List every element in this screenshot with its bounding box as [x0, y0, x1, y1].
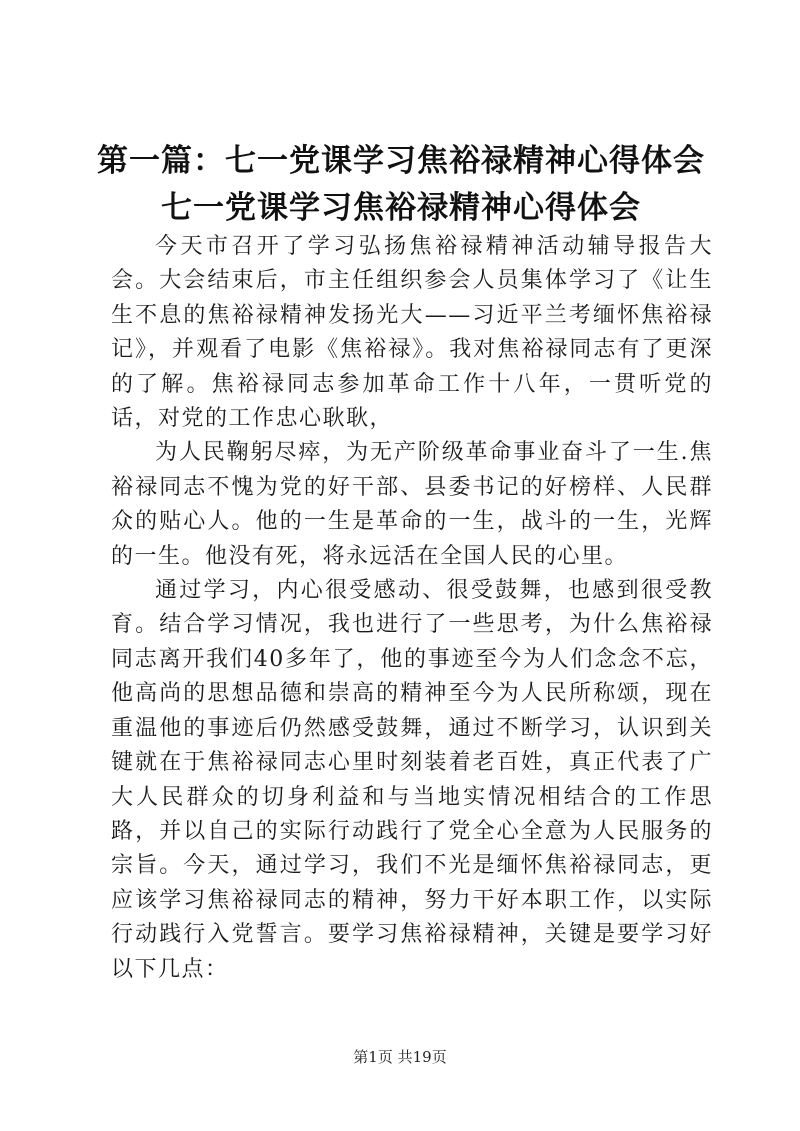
document-title: 第一篇：七一党课学习焦裕禄精神心得体会七一党课学习焦裕禄精神心得体会	[97, 143, 705, 226]
paragraph-3: 通过学习，内心很受感动、很受鼓舞，也感到很受教育。结合学习情况，我也进行了一些思考，为什么焦裕禄同志离开我们40多年了，他的事迹至今为人们念念不忘，他高尚的思想品德和崇高的精神至今为人民所称颂，现在重温他的事迹后仍然感受鼓舞，通过不断学习，认识到关键就在于焦裕禄同志心里时刻装着老百姓，真正代表了广大人民群众的切身利益和与当地实情况相结合的工作思路，并以自己的实际行动践行了党全心全意为人民服务的宗旨。今天，通过学习，我们不光是缅怀焦裕禄同志，更应该学习焦裕禄同志的精神，努力干好本职工作，以实际行动践行入党誓言。要学习焦裕禄精神，关键是要学习好以下几点：	[111, 578, 713, 982]
paragraph-1: 今天市召开了学习弘扬焦裕禄精神活动辅导报告大会。大会结束后，市主任组织参会人员集体学习了《让生生不息的焦裕禄精神发扬光大——习近平兰考缅怀焦裕禄记》，并观看了电影《焦裕禄》。我对焦裕禄同志有了更深的了解。焦裕禄同志参加革命工作十八年，一贯听党的话，对党的工作忠心耿耿，	[111, 234, 713, 432]
paragraph-2: 为人民鞠躬尽瘁，为无产阶级革命事业奋斗了一生.焦裕禄同志不愧为党的好干部、县委书记的好榜样、人民群众的贴心人。他的一生是革命的一生，战斗的一生，光辉的一生。他没有死，将永远活在全国人民的心里。	[111, 440, 713, 569]
page-number-footer: 第1页 共19页	[353, 1048, 447, 1066]
document-body	[111, 230, 713, 987]
